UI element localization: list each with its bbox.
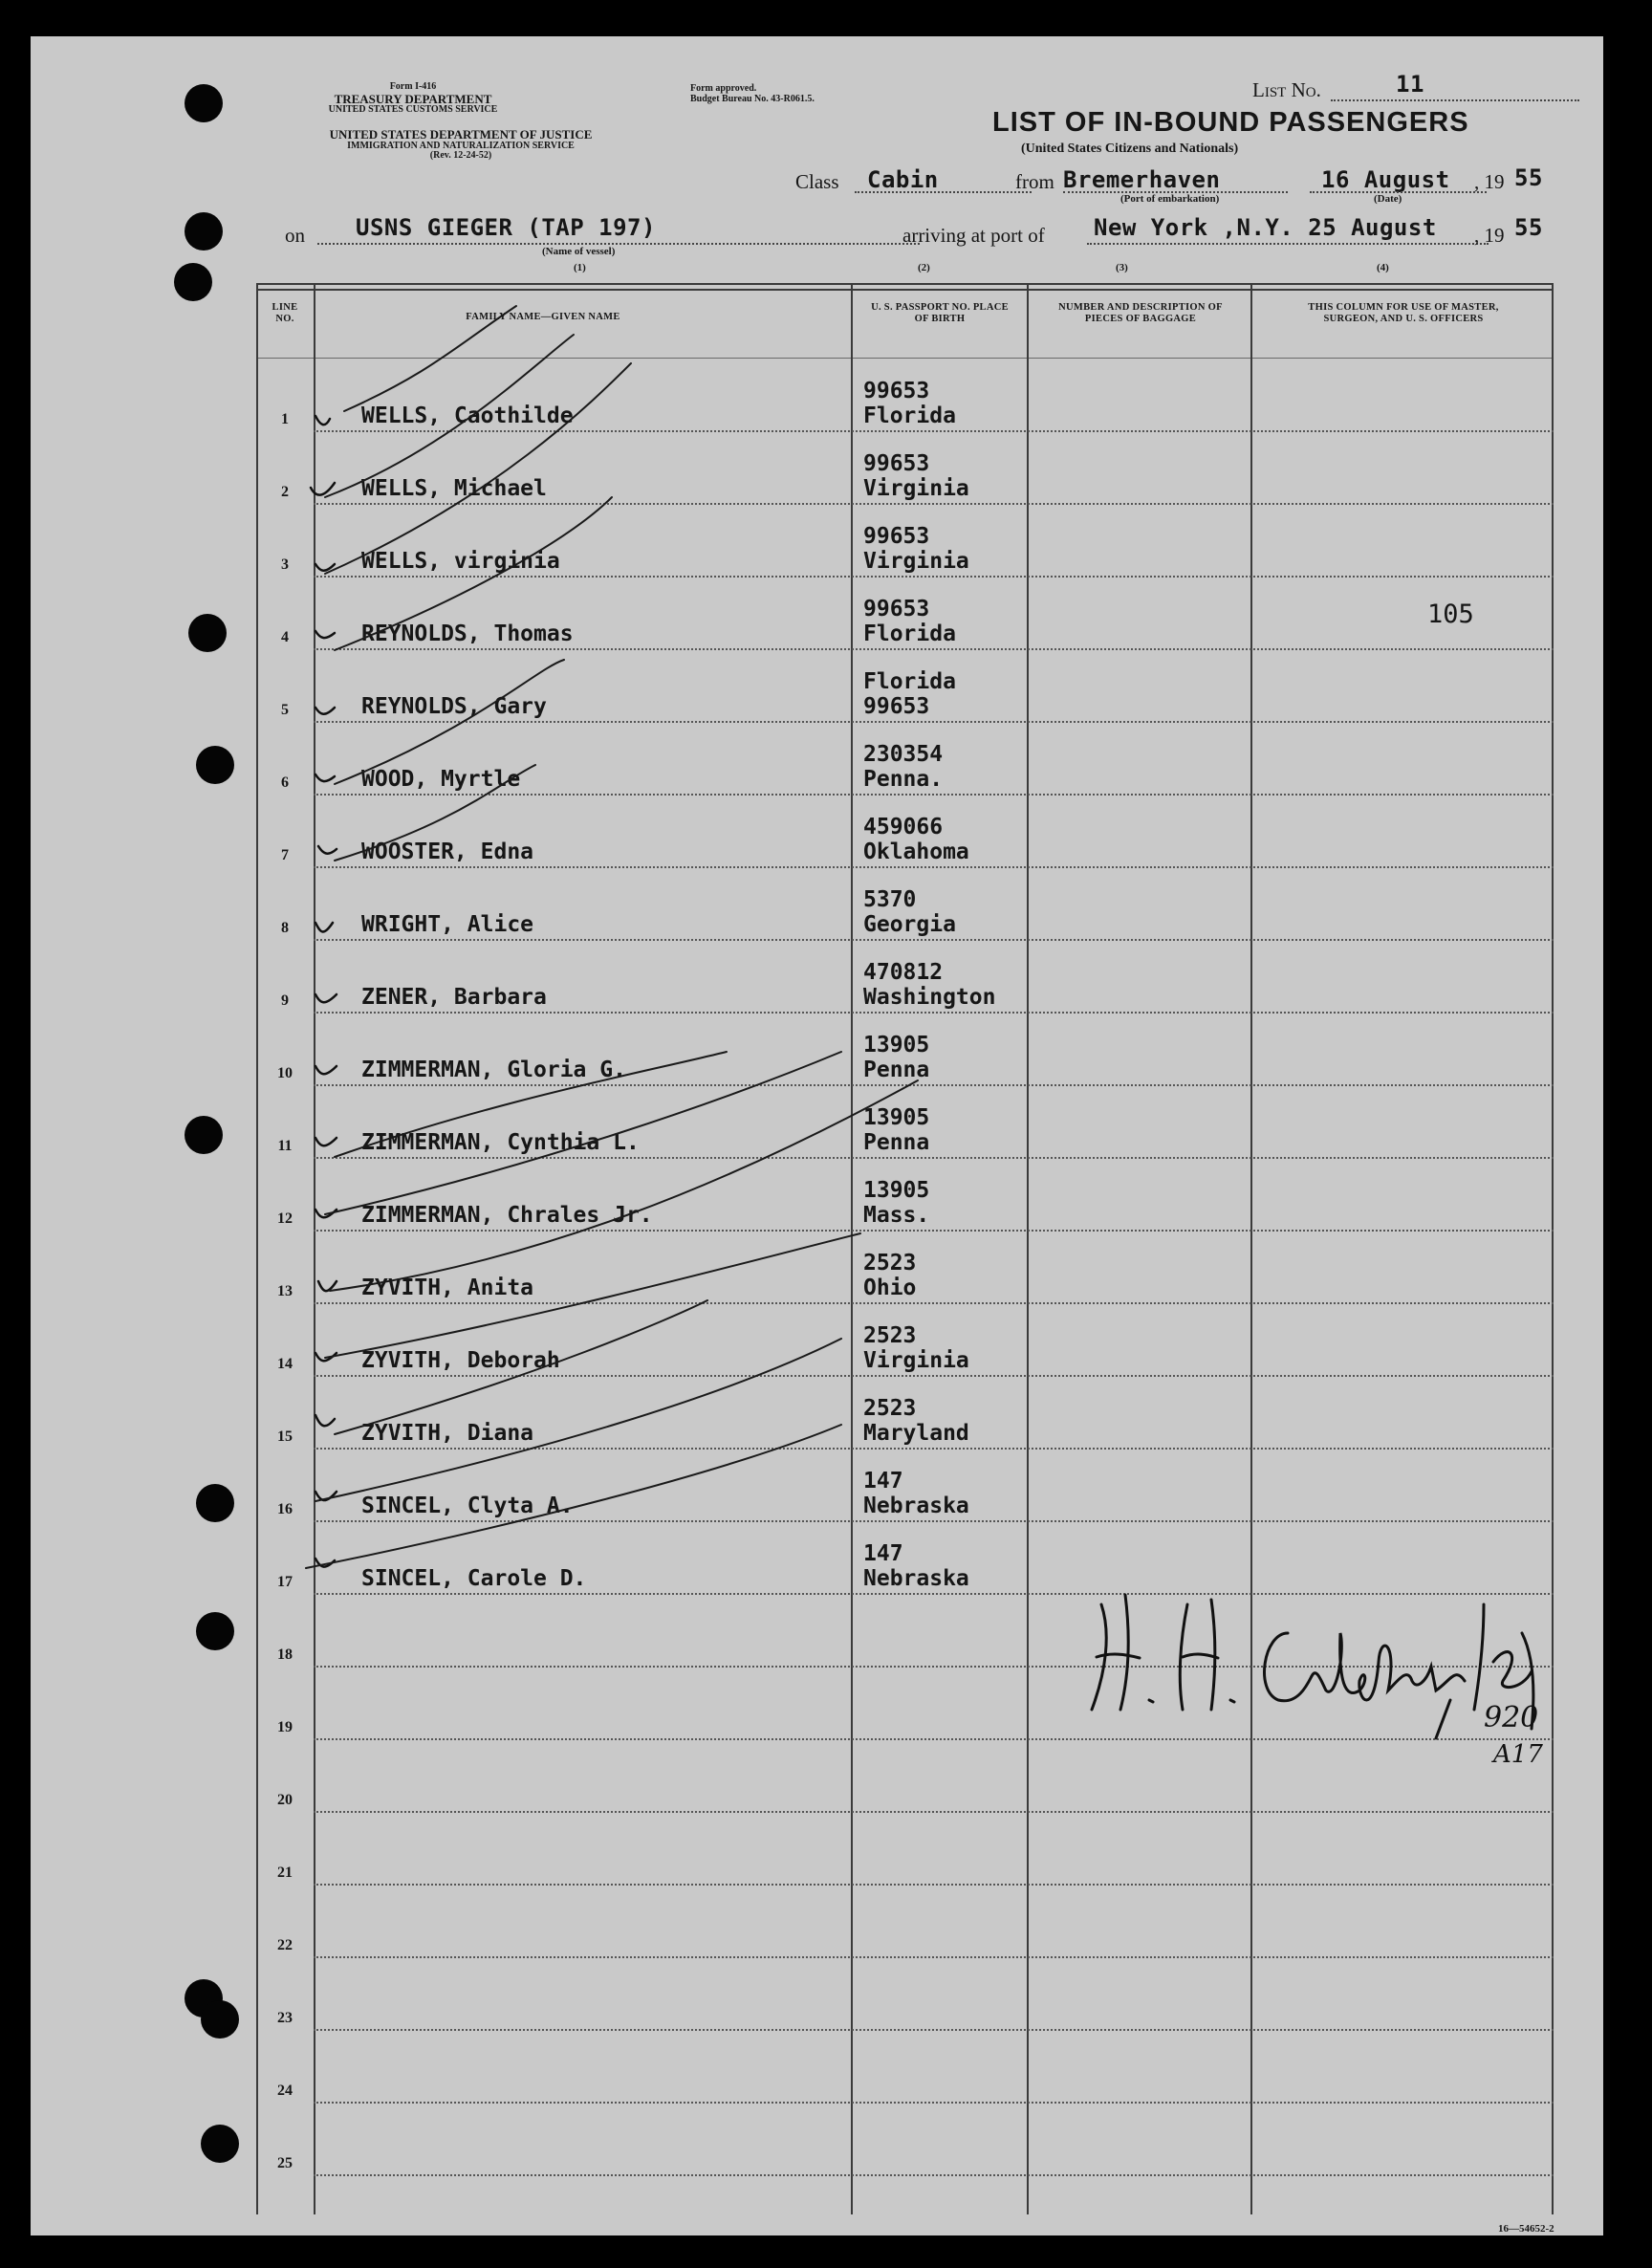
place-of-birth: Georgia	[863, 912, 956, 937]
row-rule	[314, 2174, 1554, 2176]
place-of-birth: Penna	[863, 1130, 930, 1155]
place-of-birth: Virginia	[863, 476, 969, 501]
passenger-name: REYNOLDS, Gary	[361, 694, 547, 719]
table-row	[256, 1014, 1554, 1086]
passenger-name: ZIMMERMAN, Cynthia L.	[361, 1130, 640, 1155]
passport-number: 99653	[863, 379, 930, 403]
justice-header	[274, 128, 647, 162]
place-of-birth: Penna.	[863, 767, 944, 792]
line-number: 7	[281, 847, 289, 863]
passport-number: 147	[863, 1541, 903, 1566]
line-number: 21	[277, 1865, 293, 1881]
table-row	[256, 796, 1554, 868]
table-row	[256, 1377, 1554, 1450]
table-row	[256, 723, 1554, 796]
line-number: 17	[277, 1574, 293, 1590]
line-number: 20	[277, 1792, 293, 1808]
line-number: 18	[277, 1646, 293, 1663]
departure-year: 55	[1514, 164, 1543, 191]
passenger-name: ZENER, Barbara	[361, 985, 547, 1010]
passport-number: 147	[863, 1469, 903, 1494]
place-of-birth: Ohio	[863, 1276, 917, 1300]
passport-number: 99653	[863, 451, 930, 476]
place-of-birth: Washington	[863, 985, 996, 1010]
binder-hole-3	[174, 263, 212, 301]
revision: (Rev. 12-24-52)	[429, 150, 492, 162]
column-header-family-name: FAMILY NAME—GIVEN NAME	[466, 312, 620, 322]
customs-service: UNITED STATES CUSTOMS SERVICE	[328, 104, 498, 116]
binder-hole-11	[201, 2125, 239, 2163]
passenger-name: WELLS, Caothilde	[361, 403, 574, 428]
passenger-name: WELLS, Michael	[361, 476, 547, 501]
place-of-birth: Virginia	[863, 549, 969, 574]
passport-number: 13905	[863, 1033, 930, 1058]
binder-hole-2	[185, 212, 223, 251]
passenger-name: ZYVITH, Anita	[361, 1276, 534, 1300]
officer-note: 105	[1427, 600, 1474, 629]
passenger-name: WELLS, virginia	[361, 549, 560, 574]
class-value: Cabin	[867, 166, 939, 193]
arrival-line	[1087, 243, 1489, 245]
budget-bureau: Budget Bureau No. 43-R061.5.	[690, 93, 815, 104]
place-of-birth: 99653	[863, 694, 930, 719]
passenger-name: ZIMMERMAN, Gloria G.	[361, 1058, 626, 1082]
page-title: LIST OF IN-BOUND PASSENGERS	[992, 107, 1469, 138]
place-of-birth: Florida	[863, 403, 956, 428]
table-row	[256, 505, 1554, 578]
passport-number: 99653	[863, 524, 930, 549]
place-of-birth: Nebraska	[863, 1566, 969, 1591]
passenger-name: WRIGHT, Alice	[361, 912, 534, 937]
place-of-birth: Oklahoma	[863, 840, 969, 864]
line-number: 13	[277, 1283, 293, 1299]
column-header-officers: THIS COLUMN FOR USE OF MASTER, SURGEON, AND U. S. OFFICERS	[1308, 302, 1499, 325]
binder-hole-8	[196, 1612, 234, 1650]
document-page	[31, 36, 1603, 2235]
line-number: 11	[277, 1138, 293, 1154]
place-of-birth: Maryland	[863, 1421, 969, 1446]
line-number: 4	[281, 629, 289, 645]
place-of-birth: Virginia	[863, 1348, 969, 1373]
on-label: on	[285, 224, 305, 247]
colnum-1: (1)	[574, 262, 586, 273]
agency-header	[270, 82, 556, 116]
colnum-4: (4)	[1377, 262, 1389, 273]
passenger-name: WOOSTER, Edna	[361, 840, 534, 864]
table-row	[256, 2104, 1554, 2176]
binder-hole-1	[185, 84, 223, 122]
table-row	[256, 650, 1554, 723]
table-row	[256, 1740, 1554, 1813]
budget-approval	[690, 84, 815, 104]
column-header-passport: U. S. PASSPORT NO. PLACE OF BIRTH	[871, 302, 1009, 325]
port-caption: (Port of embarkation)	[1120, 193, 1220, 205]
line-number: 24	[277, 2083, 293, 2099]
justice-department: UNITED STATES DEPARTMENT OF JUSTICE	[329, 127, 593, 142]
passenger-name: REYNOLDS, Thomas	[361, 622, 574, 646]
line-number: 9	[281, 992, 289, 1009]
binder-hole-5	[196, 746, 234, 784]
signature-annotation-2: A17	[1493, 1740, 1543, 1769]
class-line	[855, 191, 1032, 193]
vessel-line	[317, 243, 920, 245]
passport-number: 5370	[863, 887, 917, 912]
colnum-3: (3)	[1116, 262, 1128, 273]
place-of-birth: Penna	[863, 1058, 930, 1082]
treasury-department: TREASURY DEPARTMENT	[334, 91, 492, 106]
arriving-label: arriving at port of	[902, 224, 1045, 247]
from-label: from	[1015, 170, 1054, 193]
table-row	[256, 1086, 1554, 1159]
passenger-name: ZYVITH, Diana	[361, 1421, 534, 1446]
list-no-value: 11	[1396, 71, 1424, 98]
arrival-value: New York ,N.Y. 25 August	[1094, 214, 1437, 241]
line-number: 5	[281, 702, 289, 718]
inspector-signature	[1073, 1576, 1570, 1769]
line-number: 2	[281, 484, 289, 500]
passport-number: 2523	[863, 1323, 917, 1348]
line-number: 16	[277, 1501, 293, 1517]
passport-number: 459066	[863, 815, 944, 840]
place-of-birth: Nebraska	[863, 1494, 969, 1518]
departure-date: 16 August	[1321, 166, 1450, 193]
form-approved: Form approved.	[690, 83, 757, 94]
passport-number: 2523	[863, 1251, 917, 1276]
line-number: 19	[277, 1719, 293, 1735]
ins-service: IMMIGRATION AND NATURALIZATION SERVICE	[347, 140, 575, 151]
arrival-year: 55	[1514, 214, 1543, 241]
table-row	[256, 1813, 1554, 1886]
from-value: Bremerhaven	[1063, 166, 1221, 193]
line-number: 25	[277, 2155, 293, 2171]
passenger-table	[256, 283, 1554, 2214]
passport-number: 99653	[863, 597, 930, 622]
table-row	[256, 432, 1554, 505]
line-number: 14	[277, 1356, 293, 1372]
table-row	[256, 1450, 1554, 1522]
line-number: 22	[277, 1937, 293, 1953]
table-row	[256, 360, 1554, 432]
table-row	[256, 868, 1554, 941]
line-number: 3	[281, 556, 289, 573]
table-row	[256, 1958, 1554, 2031]
departure-year-prefix: , 19	[1474, 170, 1505, 193]
table-row	[256, 1304, 1554, 1377]
arrival-year-prefix: , 19	[1474, 224, 1505, 247]
column-header-baggage: NUMBER AND DESCRIPTION OF PIECES OF BAGGAGE	[1058, 302, 1223, 325]
list-no-label: List No.	[1252, 78, 1321, 101]
table-row	[256, 578, 1554, 650]
line-number: 6	[281, 774, 289, 791]
print-code: 16—54652-2	[1498, 2223, 1554, 2235]
header-bottom-rule	[256, 358, 1554, 359]
colnum-2: (2)	[918, 262, 930, 273]
passenger-name: ZIMMERMAN, Chrales Jr.	[361, 1203, 653, 1228]
table-top-rule	[256, 283, 1554, 285]
line-number: 10	[277, 1065, 293, 1081]
table-row	[256, 1159, 1554, 1232]
binder-hole-6	[185, 1116, 223, 1154]
table-row	[256, 2031, 1554, 2104]
passenger-name: ZYVITH, Deborah	[361, 1348, 560, 1373]
list-no-line	[1331, 99, 1579, 101]
table-row	[256, 941, 1554, 1014]
passport-number: Florida	[863, 669, 956, 694]
passenger-name: SINCEL, Clyta A.	[361, 1494, 574, 1518]
binder-hole-4	[188, 614, 227, 652]
form-number: Form I-416	[389, 81, 437, 92]
passport-number: 2523	[863, 1396, 917, 1421]
line-number: 1	[281, 411, 289, 427]
passenger-name: SINCEL, Carole D.	[361, 1566, 587, 1591]
line-number: 8	[281, 920, 289, 936]
column-header-line-no: LINE NO.	[272, 302, 298, 325]
table-row	[256, 1886, 1554, 1958]
signature-ink	[1092, 1595, 1533, 1738]
table-row	[256, 1232, 1554, 1304]
passport-number: 230354	[863, 742, 944, 767]
passport-number: 13905	[863, 1105, 930, 1130]
passenger-name: WOOD, Myrtle	[361, 767, 521, 792]
vessel-caption: (Name of vessel)	[542, 246, 616, 257]
line-number: 23	[277, 2010, 293, 2026]
line-number: 15	[277, 1428, 293, 1445]
binder-hole-7	[196, 1484, 234, 1522]
place-of-birth: Florida	[863, 622, 956, 646]
passport-number: 13905	[863, 1178, 930, 1203]
vessel-name: USNS GIEGER (TAP 197)	[356, 214, 656, 241]
place-of-birth: Mass.	[863, 1203, 930, 1228]
table-top-rule-2	[256, 289, 1554, 291]
class-label: Class	[795, 170, 839, 193]
page-subtitle: (United States Citizens and Nationals)	[1021, 142, 1239, 156]
passport-number: 470812	[863, 960, 944, 985]
signature-annotation-1: 920	[1484, 1701, 1539, 1734]
date-caption: (Date)	[1374, 193, 1402, 205]
line-number: 12	[277, 1210, 293, 1227]
binder-hole-10	[201, 2000, 239, 2039]
